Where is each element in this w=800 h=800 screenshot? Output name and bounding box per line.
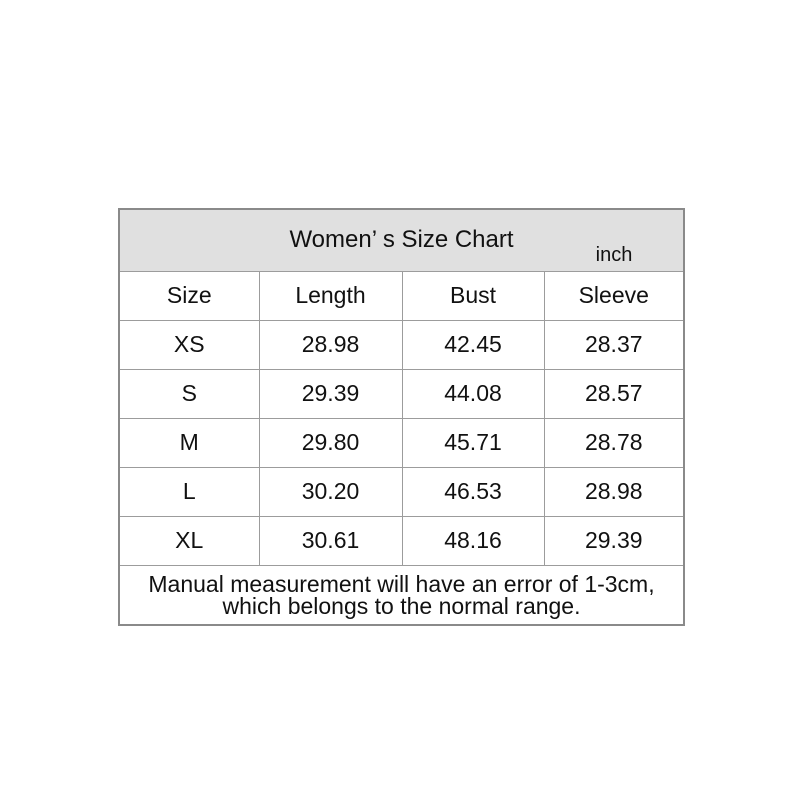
column-header-length: Length [259,271,402,320]
sleeve-cell: 29.39 [544,516,684,565]
bust-cell: 42.45 [402,320,544,369]
length-cell: 29.80 [259,418,402,467]
title-cell [119,209,684,271]
column-header-bust: Bust [402,271,544,320]
measurement-note-line2: which belongs to the normal range. [222,592,581,619]
table-row-m [119,418,684,467]
bust-cell: 44.08 [402,369,544,418]
length-cell: 28.98 [259,320,402,369]
size-chart-table [118,208,685,626]
sleeve-cell: 28.78 [544,418,684,467]
table-row-xs [119,320,684,369]
length-cell: 30.20 [259,467,402,516]
unit-label: inch [595,243,633,266]
sleeve-cell: 28.57 [544,369,684,418]
size-cell: L [119,467,259,516]
size-cell: XS [119,320,259,369]
column-header-size: Size [119,271,259,320]
note-row [119,565,684,625]
table-row-xl [119,516,684,565]
title-row [119,209,684,271]
size-cell: M [119,418,259,467]
table-row-l [119,467,684,516]
bust-cell: 45.71 [402,418,544,467]
column-header-row [119,271,684,320]
measurement-note-line1: Manual measurement will have an error of 1-3cm, [148,570,655,597]
length-cell: 29.39 [259,369,402,418]
length-cell: 30.61 [259,516,402,565]
bust-cell: 46.53 [402,467,544,516]
size-cell: S [119,369,259,418]
measurement-note [119,565,684,625]
sleeve-cell: 28.37 [544,320,684,369]
table-row-s [119,369,684,418]
chart-title: Women’ s Size Chart [289,226,514,253]
column-header-sleeve: Sleeve [544,271,684,320]
bust-cell: 48.16 [402,516,544,565]
size-cell: XL [119,516,259,565]
sleeve-cell: 28.98 [544,467,684,516]
